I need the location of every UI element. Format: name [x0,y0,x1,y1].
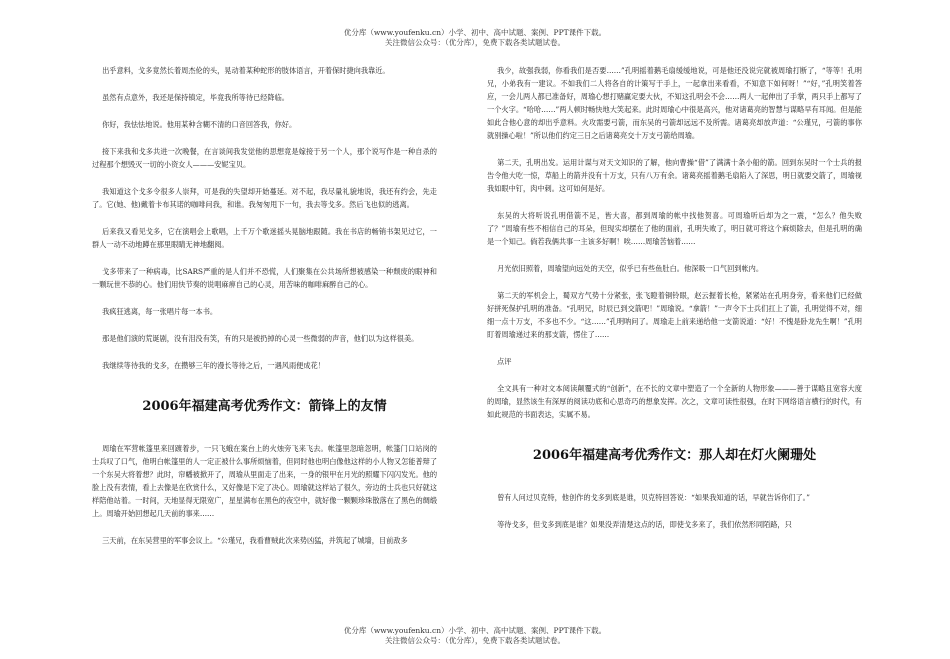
left-column [92,64,437,547]
paragraph: 你好，我怯怯地说。他用某种含糊不清的口音回答我，你好。 [102,120,297,129]
paragraph: 那是他们演的荒诞剧，没有泪没有笑，有的只是被扔掉的心灵一些微弱的声音，他们以为这样很美。 [102,334,419,343]
comment-label: 点评 [497,357,512,366]
footer-line-2: 关注微信公众号：（优分库），免费下载各类试题试卷。 [385,636,565,645]
header-line-2: 关注微信公众号：（优分库），免费下载各类试题试卷。 [385,38,565,47]
paragraph: 全文具有一种对文本阅读颠覆式的“创新”，在不长的文章中塑造了一个全新的人物形象———善于谋略且宽容大度的周瑜，显然该生有深厚的阅读功底和心思奇巧的想象发挥。次之，文章可读性很强，在时下网络语言横行的时代，有如此规范的书面表达，实属不易。 [487,384,862,419]
paragraph: 我疯狂逃离，每一张唱片每一本书。 [102,307,218,316]
paragraph: 出乎意料，戈多竟然长着周杰伦的头，晃动着某种蛇形的肢体语言，开着保时捷向我靠近。 [102,66,390,75]
paragraph: 月光依旧照着，周瑜望向远处的天空，似乎已有些鱼肚白。他深吸一口气回到帐内。 [497,264,764,273]
footer-line-1: 优分库（www.youfenku.cn）小学、初中、高中试题、案例、PPT课件下载。 [343,626,607,635]
paragraph: 后来我又看见戈多，它在演唱会上歌唱，上千万个歌迷摇头晃脑地跟随。我在书店的畅销书架见过它，一群人一动不动地蹲在那里眼睛无神地翻阅。 [92,227,437,249]
header-line-1: 优分库（www.youfenku.cn）小学、初中、高中试题、案例、PPT课件下载。 [343,28,607,37]
essay-title: 2006年福建高考优秀作文：那人却在灯火阑珊处 [532,448,817,463]
paragraph: 第二天的军机会上，蜀双方气势十分紧张，张飞瞪着铜铃眼，赵云握着长枪，紧紧站在孔明身旁，看来他们已经做好拼死保护孔明的准备。“孔明兄，时辰已到交箭吧！”周瑜说。“拿箭！”一声令下士兵们扛上了箭，孔明觉得不对，细细一点十万支，不多也不少。“这……”孔明呐问了。周瑜走上前来递给他一支箭说道：“好！不愧是卧龙先生啊！”孔明盯着周瑜递过来的那支箭，愣住了…… [487,291,862,339]
paragraph: 周瑜在军营帐篷里来回踱着步，一只飞蛾在案台上的火烛旁飞来飞去。帐篷里忽暗忽明，帐篷门口站岗的士兵叹了口气，他明白帐篷里的人一定正被什么事所烦恼着，但同时他也明白像他这样的小人物又怎能普辩了一个东吴大将着想？此时，帘幡被掀开了，周瑜从里面走了出来，一身的银甲在月光的照耀下闪闪发光。他的脸上没有表情，看上去像是在欣赏什么，又好像是下定了决心。周瑜就这样站了很久，旁边的士兵也只好就这样陪他站着。一时间，天地显得无限宽广，星星满布在黑色的夜空中，就好像一颗颗珍珠散落在了黑色的绸缎上。周瑜开始回想起几天前的事来…… [92,444,438,518]
paragraph: 虽然有点意外，我还是保持镇定，毕竟我所等待已经降临。 [102,93,289,102]
paragraph: 等待戈多，但戈多到底是谁？如果没弄清楚这点的话，即使戈多来了，我们依然形同陌路，只 [497,520,792,529]
right-column [487,64,862,531]
paragraph: 接下来我和戈多共进一次晚餐，在言谈间我发觉他的思想竟是嫁接于另一个人，那个说写作是一种自杀的过程那个想毁灭一切的小资女人———安妮宝贝。 [92,147,437,169]
paragraph: 戈多带来了一种病毒，比SARS严重的是人们并不恐慌，人们聚集在公共场所想被感染一种颓废的眼神和一颗玩世不恭的心。他们用快节奏的说唱麻痹自己的心灵，用苦味的咖啡麻醉自己的心。 [92,267,437,289]
paragraph: 三天前，在东吴营里的军事会议上。“公瑾兄，我看曹贼此次来势凶猛，并筑起了城墙，目前敌多 [102,536,408,545]
paragraph: 我继续等待我的戈多，在攒够三年的漫长等待之后，一遇风雨便成花！ [102,361,325,370]
paragraph: 东吴的大将听说孔明借箭不足，皆大喜，都到周瑜的帐中找他贺喜。可周瑜听后却为之一震，“怎么？他失败了？”周瑜有些不相信自己的耳朵，但现实却摆在了他的面前，孔明失败了，明日就可将这个麻烦除去，但是孔明的确是一个知己。倘若我俩共事一主该多好啊！唉……周瑜苦恼着…… [487,211,862,246]
paragraph: 我知道这个戈多令很多人崇拜，可是我的失望却开始蔓延。对不起，我尽量礼貌地说，我还有约会，先走了。它(她、他)戴着卡布其诺的咖啡问我，和谁。我匆匆甩下一句，我去等戈多。然后飞也似的逃离。 [92,187,437,209]
page-footer [0,626,950,646]
paragraph: 曾有人问过贝克特，他创作的戈多到底是谁，贝克特回答说：“如果我知道的话，早就告诉你们了。” [497,493,810,502]
essay-title: 2006年福建高考优秀作文：箭锋上的友情 [142,399,387,414]
paragraph: 第二天，孔明出发。运用计谋与对天文知识的了解，他向曹操“借”了满满十条小船的箭。回到东吴时一个士兵的报告令他大吃一惊，草船上的箭并没有十万支，只有八万有余。诸葛亮摇着鹅毛扇陷入了深思，明日就要交箭了，周瑜视我如眼中钉，肉中刺。这可如何是好。 [487,158,862,193]
paragraph: 我少，故强我弱，你看我们是否要……”孔明摇着鹅毛扇缓缓地说，可是他还没说完就被周瑜打断了，“等等！孔明兄，小弟我有一建议。不如我们二人将各自的计策写于手上，一起拿出来看看，不知意下如何呀！”“好，”孔明笑着答应，一会儿两人都已准备好，周瑜心想打赌赢定要大伙，不知这孔明会不会……两人一起伸出了手掌，两只手上都写了一个火字。“哈哈……”两人顿时畅快地大笑起来。此时周瑜心中很是高兴，他对诸葛亮的智慧与谋略早有耳闻。但是能如此合他心意的却出乎意料。火攻需要弓箭，而东吴的弓箭却远远不及所需。诸葛亮却放声道：“公瑾兄，弓箭的事你就别操心啦！”所以他们约定三日之后诸葛亮交十万支弓箭给周瑜。 [487,66,862,140]
page-header [0,28,950,48]
